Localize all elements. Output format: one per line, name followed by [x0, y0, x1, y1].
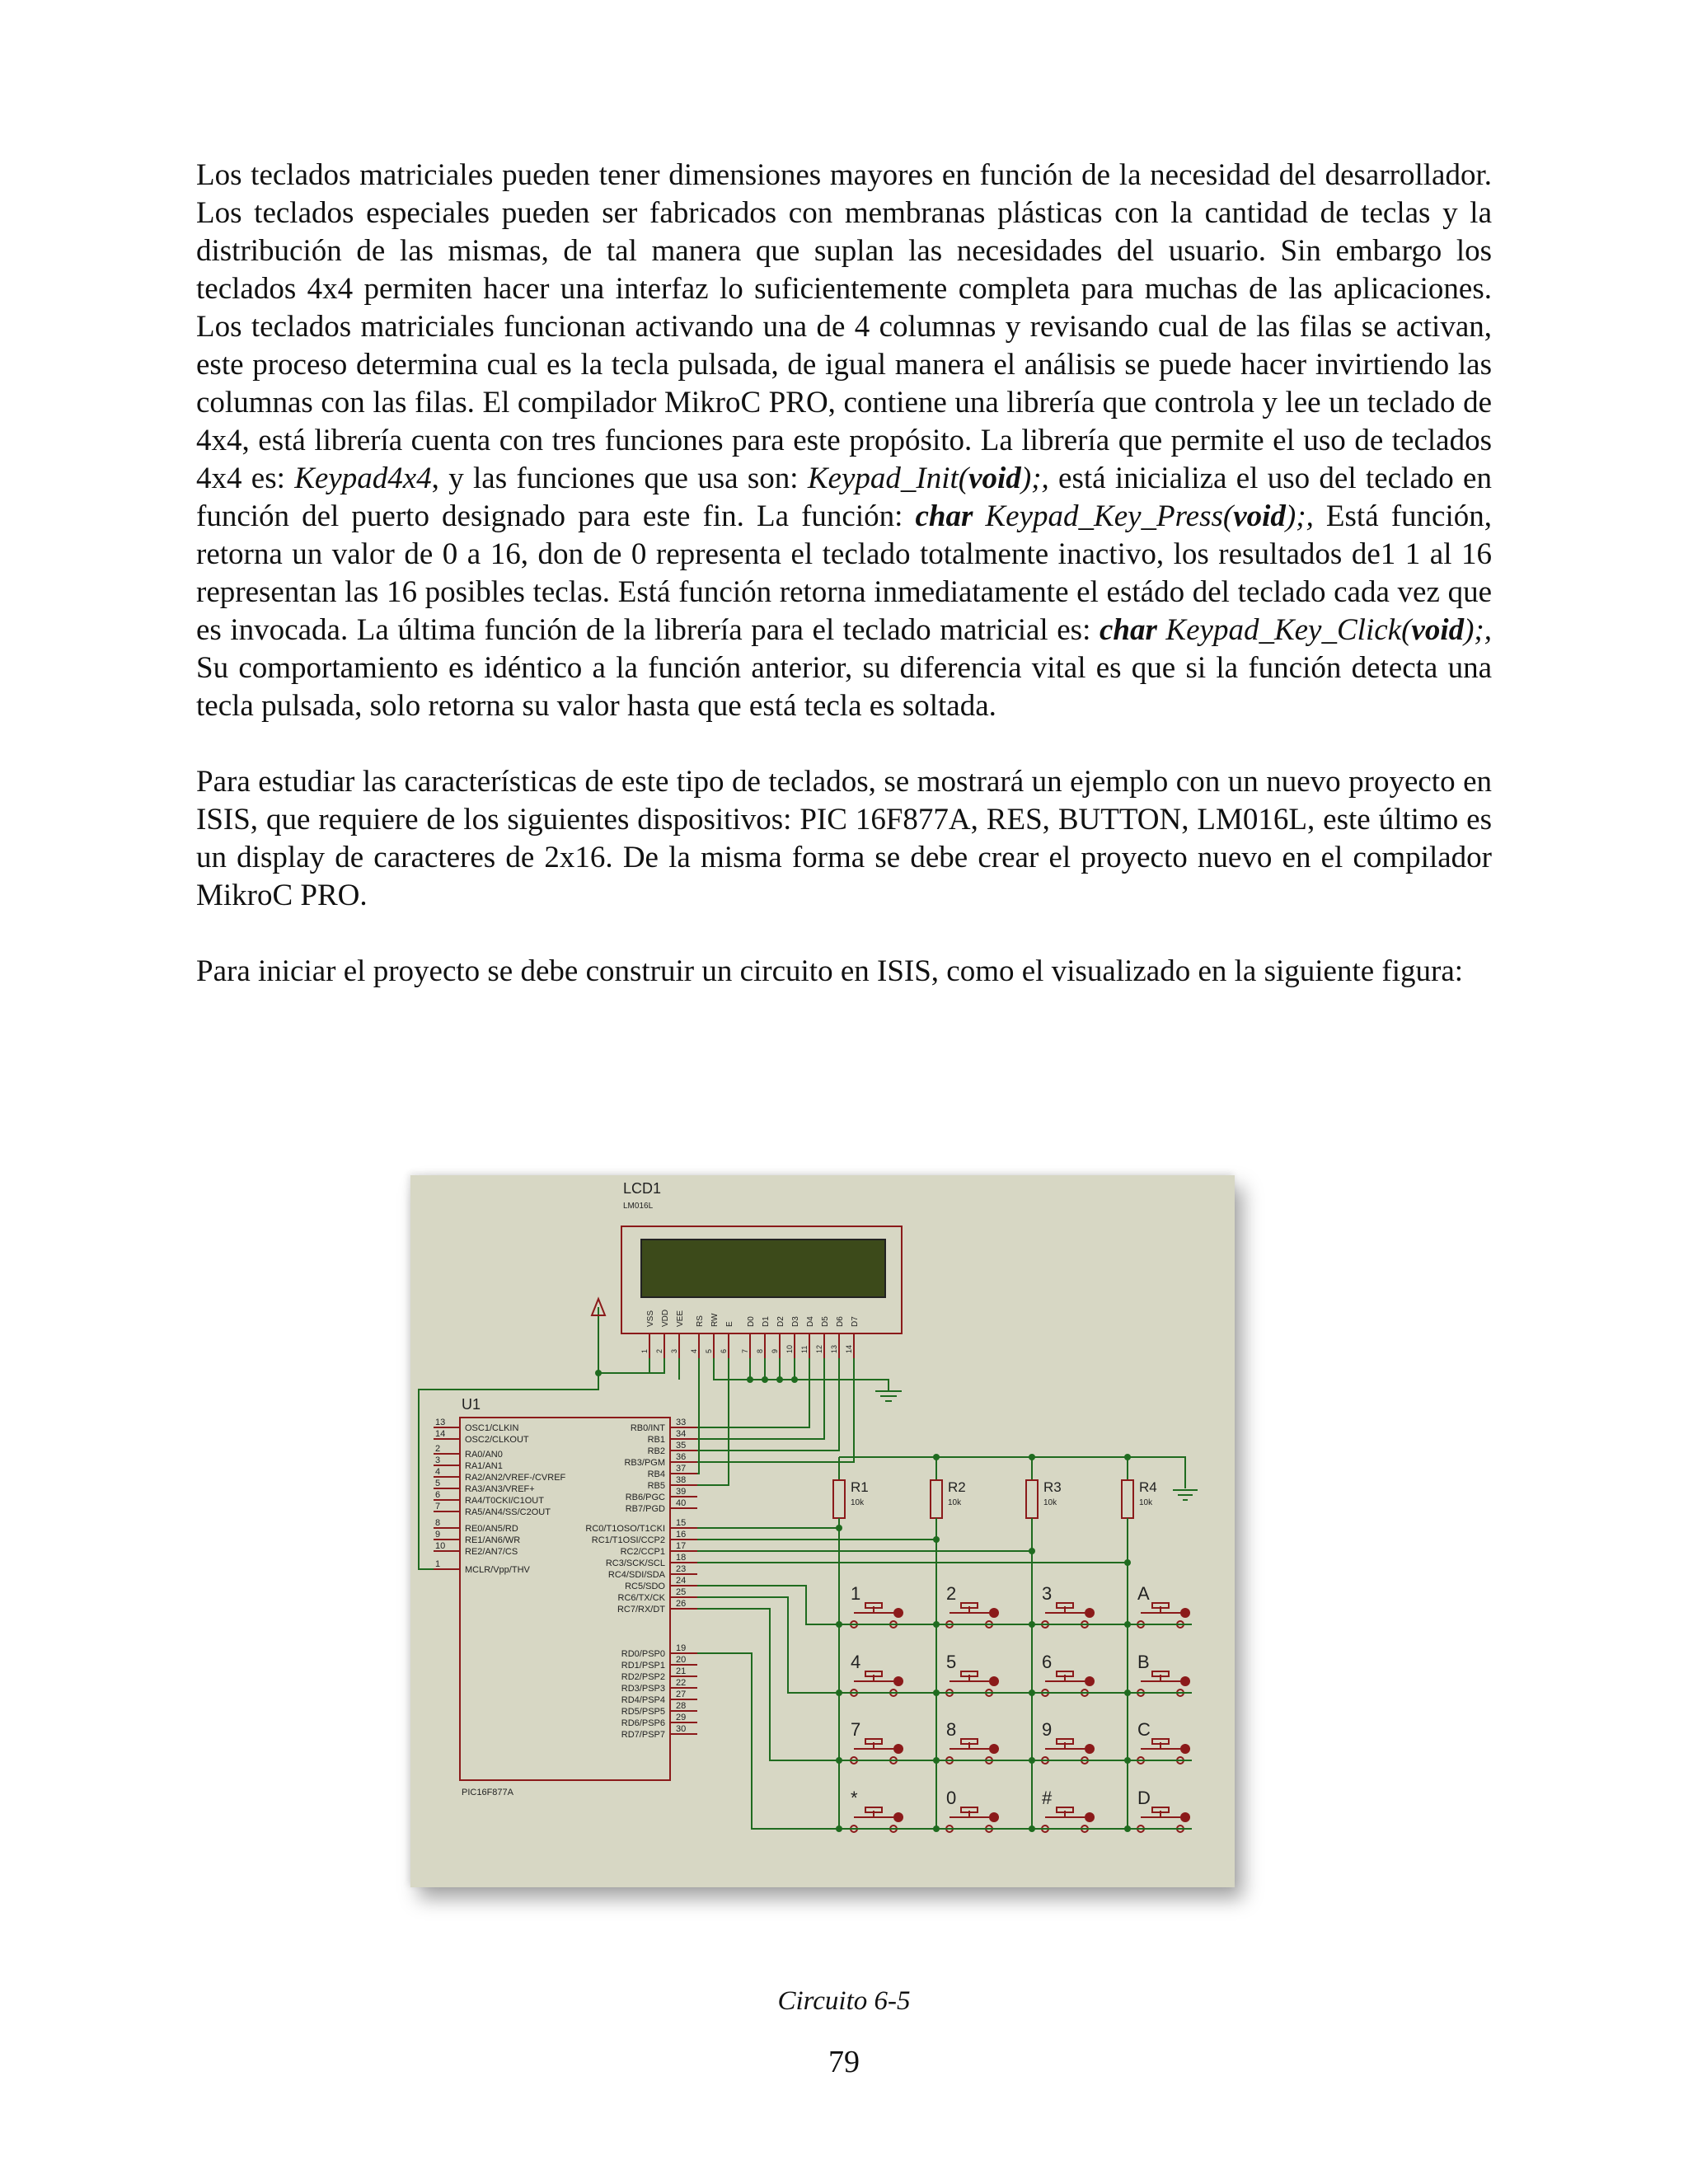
- button-indicator: [989, 1608, 999, 1618]
- mcu-right-pin-name: RB4: [647, 1469, 665, 1479]
- mcu-right-pin-number: 23: [676, 1564, 687, 1574]
- lcd-pin-name: D7: [851, 1316, 860, 1327]
- mcu-right-pin-name: RC0/T1OSO/T1CKI: [585, 1524, 665, 1534]
- button-cap: [1057, 1807, 1073, 1812]
- button-cap: [865, 1807, 882, 1812]
- mcu-left-pin-number: 13: [435, 1418, 446, 1427]
- keypad-key-label: 4: [851, 1652, 861, 1672]
- button-indicator: [989, 1744, 999, 1754]
- lcd-pin-name: RS: [696, 1315, 705, 1327]
- lcd-vdd-wire: [598, 1358, 664, 1373]
- mcu-right-pin-number: 38: [676, 1475, 687, 1485]
- lcd-pin-name: VEE: [676, 1310, 685, 1327]
- resistor-value-label: 10k: [1043, 1498, 1057, 1507]
- lcd-pin-name: VSS: [646, 1310, 655, 1327]
- resistor-ref-label: R1: [851, 1479, 869, 1495]
- paragraph-keypad-intro: Los teclados matriciales pueden tener dimensiones mayores en función de la necesidad del desarrollador. Los teclados especiales pueden ser fabricados con membranas plásticas con la cantidad de teclas y la distribución de las mismas, de tal manera que suplan las necesidades del usuario. Sin embargo los teclados 4x4 permiten hacer una interfaz lo suficientemente completa para muchas de las aplicaciones. Los teclados matriciales funcionan activando una de 4 columnas y revisando cual de las filas se activan, este proceso determina cual es la tecla pulsada, de igual manera el análisis se puede hacer invirtiendo las columnas con las filas. El compilador MikroC PRO, contiene una librería que controla y lee un teclado de 4x4, está librería cuenta con tres funciones para este propósito. La librería que permite el uso de teclados 4x4 es: Keypad4x4, y las funciones que usa son: Keypad_Init(void);, está inicializa el uso del teclado en función del puerto designado para este fin. La función: char Keypad_Key_Press(void);, Está función, retorna un valor de 0 a 16, don de 0 representa el teclado totalmente inactivo, los resultados de1 1 al 16 representan las 16 posibles teclas. Está función retorna inmediatamente el estádo del teclado cada vez que es invocada. La última función de la librería para el teclado matricial es: char Keypad_Key_Click(void);, Su comportamiento es idéntico a la función anterior, su diferencia vital es que si la función detecta una tecla pulsada, solo retorna su valor hasta que está tecla es soltada.: [196, 158, 1492, 723]
- resistor-value-label: 10k: [851, 1498, 865, 1507]
- mcu-right-pin-number: 36: [676, 1452, 687, 1462]
- lcd-pin-number: 2: [655, 1348, 663, 1353]
- mcu-right-pin-name: RC7/RX/DT: [617, 1605, 665, 1615]
- mcu-right-pin-number: 25: [676, 1587, 687, 1597]
- button-indicator: [989, 1812, 999, 1822]
- lcd-pin-number: 1: [640, 1348, 649, 1353]
- keypad-key-label: 9: [1042, 1719, 1053, 1740]
- mcu-left-pin-number: 14: [435, 1429, 446, 1439]
- junction-dot: [762, 1376, 768, 1383]
- resistor-value-label: 10k: [948, 1498, 962, 1507]
- button-cap: [1152, 1739, 1169, 1744]
- mcu-right-pin-name: RC1/T1OSI/CCP2: [591, 1535, 665, 1545]
- button-indicator: [1180, 1608, 1190, 1618]
- button-indicator: [1180, 1744, 1190, 1754]
- mcu-left-pin-name: RE0/AN5/RD: [465, 1524, 518, 1534]
- button-cap: [1152, 1671, 1169, 1676]
- lcd-pin-name: D3: [791, 1316, 800, 1327]
- mcu-right-pin-name: RD1/PSP1: [621, 1661, 665, 1671]
- mcu-left-pin-name: RE2/AN7/CS: [465, 1547, 518, 1557]
- keypad-key-label: 8: [946, 1719, 957, 1740]
- mcu-right-pin-name: RB2: [647, 1446, 665, 1456]
- lcd-pin-number: 8: [756, 1348, 764, 1353]
- mcu-right-pin-number: 24: [676, 1576, 687, 1586]
- button-cap: [961, 1739, 978, 1744]
- mcu-right-pin-name: RB7/PGD: [625, 1504, 665, 1514]
- button-cap: [1152, 1807, 1169, 1812]
- lcd-pin-number: 5: [705, 1348, 713, 1353]
- mcu-left-pin-name: RA2/AN2/VREF-/CVREF: [465, 1473, 566, 1483]
- function-keypad-key-press: char Keypad_Key_Press(void);,: [915, 499, 1314, 533]
- lcd-pin-name: E: [725, 1321, 734, 1327]
- mcu-right-pin-number: 30: [676, 1724, 687, 1734]
- mcu-left-pin-name: RA1/AN1: [465, 1461, 503, 1471]
- mcu-right-pin-name: RB6/PGC: [625, 1493, 665, 1502]
- button-cap: [865, 1671, 882, 1676]
- resistor-ref-label: R3: [1043, 1479, 1062, 1495]
- function-keypad-init: Keypad_Init(void);,: [807, 462, 1049, 495]
- mcu-left-pin-number: 9: [435, 1530, 441, 1540]
- mcu-right-pin-number: 22: [676, 1678, 687, 1688]
- page-number: 79: [828, 2045, 860, 2079]
- junction-dot: [933, 1536, 940, 1543]
- button-cap: [1057, 1671, 1073, 1676]
- lcd-pin-name: D5: [821, 1316, 830, 1327]
- lcd-pin-name: VDD: [661, 1309, 670, 1327]
- button-indicator: [893, 1608, 903, 1618]
- keypad-key-label: *: [851, 1788, 858, 1808]
- mcu-right-pin-number: 18: [676, 1553, 687, 1563]
- lcd-pin-name: RW: [710, 1313, 720, 1327]
- mcu-left-pin-number: 5: [435, 1479, 441, 1488]
- mcu-left-pin-name: OSC1/CLKIN: [465, 1423, 519, 1433]
- body-text: [196, 157, 1492, 1029]
- keypad-key-label: #: [1042, 1788, 1053, 1808]
- mcu-left-pin-name: RE1/AN6/WR: [465, 1535, 521, 1545]
- button-cap: [961, 1807, 978, 1812]
- button-cap: [865, 1739, 882, 1744]
- mcu-left-pin-number: 7: [435, 1502, 441, 1511]
- mcu-left-pin-name: OSC2/CLKOUT: [465, 1435, 529, 1445]
- button-indicator: [1085, 1812, 1095, 1822]
- mcu-row-wire: [697, 1653, 839, 1829]
- button-indicator: [893, 1744, 903, 1754]
- keypad-key-label: 2: [946, 1583, 957, 1604]
- mcu-right-pin-name: RD5/PSP5: [621, 1707, 665, 1717]
- button-indicator: [893, 1812, 903, 1822]
- lcd-pin-number: 7: [741, 1348, 749, 1353]
- circuit-schematic: [410, 1175, 1235, 1887]
- mcu-left-pin-number: 8: [435, 1518, 441, 1528]
- mcu-left-pin-number: 2: [435, 1444, 441, 1454]
- mcu-right-pin-number: 35: [676, 1441, 687, 1451]
- junction-dot: [836, 1525, 842, 1531]
- mcu-left-pin-number: 6: [435, 1490, 441, 1500]
- mcu-left-pin-name: MCLR/Vpp/THV: [465, 1565, 530, 1575]
- keypad-key-label: 1: [851, 1583, 861, 1604]
- mcu-right-pin-name: RC2/CCP1: [620, 1547, 665, 1557]
- resistor-body: [1026, 1480, 1038, 1518]
- lcd-rw-ground-wire: [714, 1358, 889, 1391]
- mcu-right-pin-name: RB1: [647, 1435, 665, 1445]
- button-cap: [1057, 1739, 1073, 1744]
- junction-dot: [1124, 1559, 1131, 1566]
- mcu-right-pin-number: 40: [676, 1498, 687, 1508]
- mcu-right-pin-number: 34: [676, 1429, 687, 1439]
- keypad-key-label: D: [1137, 1788, 1151, 1808]
- lcd-bus-wire: [697, 1358, 699, 1474]
- mcu-right-pin-number: 15: [676, 1518, 687, 1528]
- lcd-pin-number: 9: [771, 1348, 779, 1353]
- mcu-right-pin-number: 39: [676, 1487, 687, 1497]
- mcu-right-pin-number: 16: [676, 1530, 687, 1540]
- button-cap: [865, 1603, 882, 1608]
- lcd-bus-wire: [697, 1358, 854, 1462]
- keypad-key-label: 6: [1042, 1652, 1053, 1672]
- mcu-left-pin-number: 1: [435, 1559, 441, 1569]
- keypad-key-label: 5: [946, 1652, 957, 1672]
- function-keypad-key-click: char Keypad_Key_Click(void);,: [1099, 613, 1492, 647]
- mcu-right-pin-name: RD4/PSP4: [621, 1695, 665, 1705]
- button-cap: [961, 1671, 978, 1676]
- mcu-right-pin-name: RB3/PGM: [624, 1458, 665, 1468]
- junction-dot: [747, 1376, 753, 1383]
- lcd-pin-number: 14: [845, 1344, 853, 1353]
- junction-dot: [791, 1376, 798, 1383]
- lcd-pin-number: 4: [690, 1348, 698, 1353]
- keypad-key-label: C: [1137, 1719, 1151, 1740]
- button-indicator: [989, 1676, 999, 1686]
- lcd-pin-number: 12: [815, 1344, 823, 1353]
- mcu-right-pin-number: 26: [676, 1599, 687, 1609]
- resistor-ref-label: R4: [1139, 1479, 1157, 1495]
- junction-dot: [1029, 1548, 1035, 1554]
- mcu-right-pin-number: 28: [676, 1701, 687, 1711]
- lcd-pin-name: D4: [806, 1316, 815, 1327]
- paragraph-circuit-intro: Para iniciar el proyecto se debe construir un circuito en ISIS, como el visualizado en la siguiente figura:: [196, 954, 1464, 988]
- lcd-pin-number: 6: [720, 1348, 728, 1353]
- mcu-row-wire: [697, 1586, 839, 1624]
- mcu-right-pin-name: RB0/INT: [630, 1423, 665, 1433]
- mcu-row-wire: [697, 1609, 839, 1760]
- mcu-left-pin-name: RA5/AN4/SS/C2OUT: [465, 1507, 551, 1517]
- mcu-left-pin-number: 10: [435, 1541, 446, 1551]
- mcu-right-pin-number: 17: [676, 1541, 687, 1551]
- lcd-bus-wire: [697, 1358, 839, 1451]
- mcu-right-pin-number: 33: [676, 1418, 687, 1427]
- mcu-left-pin-name: RA4/T0CKI/C1OUT: [465, 1496, 544, 1506]
- resistor-body: [931, 1480, 942, 1518]
- lcd-pin-number: 3: [670, 1348, 678, 1353]
- button-indicator: [1085, 1744, 1095, 1754]
- button-indicator: [1180, 1676, 1190, 1686]
- paragraph-project-devices: Para estudiar las características de este tipo de teclados, se mostrará un ejemplo con un nuevo proyecto en ISIS, que requiere de los siguientes dispositivos: PIC 16F877A, RES, BUTTON, LM016L, este último es un display de caracteres de 2x16. De la misma forma se debe crear el proyecto nuevo en el compilador MikroC PRO.: [196, 765, 1492, 912]
- lcd-pin-name: D1: [762, 1316, 771, 1327]
- keypad-key-label: 7: [851, 1719, 861, 1740]
- mcu-left-pin-number: 3: [435, 1455, 441, 1465]
- button-indicator: [1085, 1676, 1095, 1686]
- lcd-screen: [641, 1240, 885, 1297]
- keypad-key-label: A: [1137, 1583, 1150, 1604]
- lcd-pin-name: D2: [776, 1316, 785, 1327]
- lcd-pin-name: D0: [747, 1316, 756, 1327]
- button-cap: [1057, 1603, 1073, 1608]
- mcu-right-pin-number: 20: [676, 1655, 687, 1665]
- keypad-key-label: B: [1137, 1652, 1150, 1672]
- resistor-value-label: 10k: [1139, 1498, 1153, 1507]
- lcd-model-label: LM016L: [623, 1202, 654, 1211]
- mcu-right-pin-number: 37: [676, 1464, 687, 1474]
- lcd-pin-number: 11: [800, 1345, 809, 1353]
- mcu-right-pin-name: RB5: [647, 1481, 665, 1491]
- mcu-right-pin-number: 27: [676, 1690, 687, 1699]
- mcu-left-pin-number: 4: [435, 1467, 441, 1477]
- mcu-right-pin-name: RC5/SDO: [625, 1582, 665, 1591]
- mcu-ref-label: U1: [462, 1396, 481, 1413]
- resistor-ref-label: R2: [948, 1479, 966, 1495]
- junction-dot: [776, 1376, 783, 1383]
- keypad-key-label: 3: [1042, 1583, 1053, 1604]
- resistor-body: [1122, 1480, 1133, 1518]
- button-cap: [961, 1603, 978, 1608]
- figure-caption: Circuito 6-5: [777, 1986, 911, 2016]
- mcu-right-pin-number: 19: [676, 1643, 687, 1653]
- lcd-pin-number: 10: [785, 1344, 794, 1353]
- mcu-left-pin-name: RA0/AN0: [465, 1450, 503, 1460]
- mcu-right-pin-name: RD6/PSP6: [621, 1718, 665, 1728]
- keypad-key-label: 0: [946, 1788, 957, 1808]
- button-indicator: [1085, 1608, 1095, 1618]
- library-name: Keypad4x4: [294, 462, 432, 495]
- mcu-row-wire: [697, 1597, 839, 1693]
- mcu-right-pin-name: RC4/SDI/SDA: [607, 1570, 665, 1580]
- mcu-right-pin-number: 21: [676, 1666, 687, 1676]
- button-indicator: [893, 1676, 903, 1686]
- lcd-pin-name: D6: [836, 1316, 845, 1327]
- circuit-figure: [410, 1175, 1235, 1887]
- mcu-right-pin-name: RD0/PSP0: [621, 1649, 665, 1659]
- resistor-body: [833, 1480, 845, 1518]
- button-cap: [1152, 1603, 1169, 1608]
- mcu-model-label: PIC16F877A: [462, 1788, 513, 1797]
- mcu-right-pin-number: 29: [676, 1713, 687, 1722]
- button-indicator: [1180, 1812, 1190, 1822]
- mcu-right-pin-name: RD7/PSP7: [621, 1730, 665, 1740]
- mcu-left-pin-name: RA3/AN3/VREF+: [465, 1484, 535, 1494]
- mcu-right-pin-name: RD2/PSP2: [621, 1672, 665, 1682]
- mcu-right-pin-name: RC6/TX/CK: [617, 1593, 665, 1603]
- mcu-right-pin-name: RD3/PSP3: [621, 1684, 665, 1694]
- lcd-pin-number: 13: [830, 1344, 838, 1353]
- mcu-right-pin-name: RC3/SCK/SCL: [605, 1558, 665, 1568]
- lcd-ref-label: LCD1: [623, 1180, 662, 1197]
